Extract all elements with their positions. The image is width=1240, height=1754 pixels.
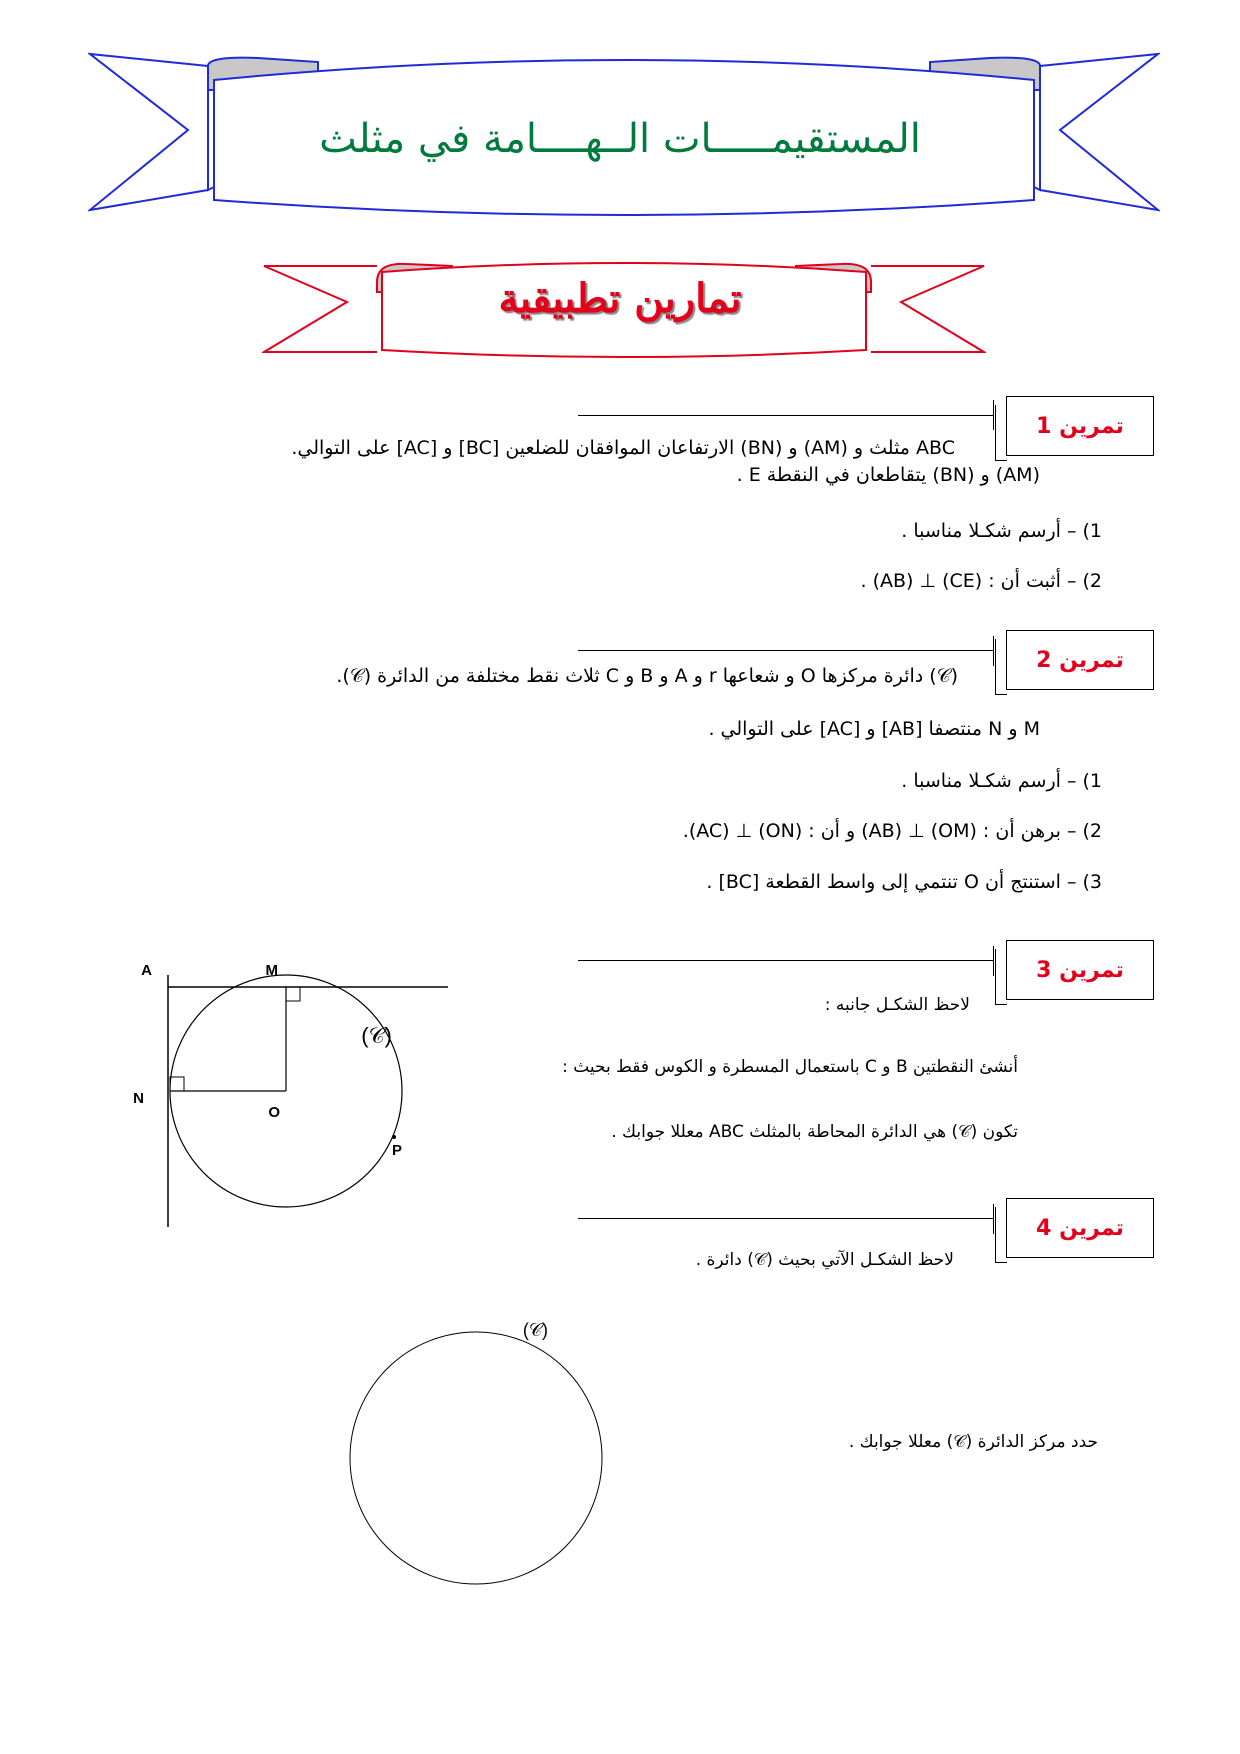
exercise-1-question-1: 1) – أرسم شكـلا مناسبا . (901, 520, 1102, 542)
page-subtitle: تمارين تطبيقية (498, 275, 742, 322)
label-m: M (265, 962, 278, 979)
exercise-1-statement: ABC مثلث و (AM) و (BN) الارتفاعان الموافقان للضلعين [BC] و [AC] على التوالي. (291, 437, 955, 459)
exercise-4-rule (578, 1218, 994, 1219)
exercise-2-statement: (𝒞) دائرة مركزها O و شعاعها r و A و B و C ثلاث نقط مختلفة من الدائرة (𝒞). (336, 665, 958, 687)
exercise-2-question-2: 2) – برهن أن : (OM) ⊥ (AB) و أن : (ON) ⊥ (AC). (682, 820, 1102, 842)
exercise-2-question-1: 1) – أرسم شكـلا مناسبا . (901, 770, 1102, 792)
label-circle: (𝒞) (522, 1320, 548, 1340)
exercise-3-rule-tick (993, 946, 994, 976)
exercise-3-rule (578, 960, 994, 961)
exercise-1-label: تمرين 1 (1036, 413, 1124, 439)
label-o: O (268, 1104, 280, 1121)
label-circle: (𝒞) (361, 1023, 392, 1048)
label-p: P (391, 1142, 402, 1159)
exercise-1-rule (578, 415, 994, 416)
exercise-2-label: تمرين 2 (1036, 647, 1124, 673)
exercise-4-label-box (1006, 1198, 1154, 1258)
exercise-1-label-box (1006, 396, 1154, 456)
exercise-4-instruction: لاحظ الشكـل الآتي بحيث (𝒞) دائرة . (695, 1250, 954, 1270)
exercise-1-question-2: 2) – أثبت أن : (CE) ⊥ (AB) . (860, 570, 1102, 592)
exercise-2-label-box (1006, 630, 1154, 690)
exercise-3-figure (130, 955, 450, 1235)
exercise-2-rule-tick (993, 636, 994, 666)
page-title: المستقيمـــــات الــهــــامة في مثلث (319, 116, 921, 162)
exercise-4-rule-tick (993, 1204, 994, 1234)
exercise-4-label: تمرين 4 (1036, 1215, 1124, 1241)
exercise-2-statement-2: M و N منتصفا [AB] و [AC] على التوالي . (708, 718, 1040, 740)
point-p (392, 1135, 396, 1139)
exercise-2-rule (578, 650, 994, 651)
exercise-1-statement-2: (AM) و (BN) يتقاطعان في النقطة E . (736, 464, 1040, 486)
exercise-1-rule-tick (993, 400, 994, 430)
exercise-3-instruction: لاحظ الشكـل جانبه : (824, 995, 970, 1015)
exercise-4-figure (328, 1308, 608, 1598)
label-n: N (133, 1090, 144, 1107)
exercise-3-label: تمرين 3 (1036, 957, 1124, 983)
exercise-3-task: أنشئ النقطتين B و C باستعمال المسطرة و الكوس فقط بحيث : (562, 1057, 1018, 1077)
exercise-3-label-box (1006, 940, 1154, 1000)
exercise-4-task: حدد مركز الدائرة (𝒞) معللا جوابك . (848, 1432, 1098, 1452)
label-a: A (141, 962, 152, 979)
exercise-3-task-2: تكون (𝒞) هي الدائرة المحاطة بالمثلث ABC معللا جوابك . (611, 1122, 1018, 1142)
exercise-2-question-3: 3) – استنتج أن O تنتمي إلى واسط القطعة [BC] . (706, 871, 1102, 893)
